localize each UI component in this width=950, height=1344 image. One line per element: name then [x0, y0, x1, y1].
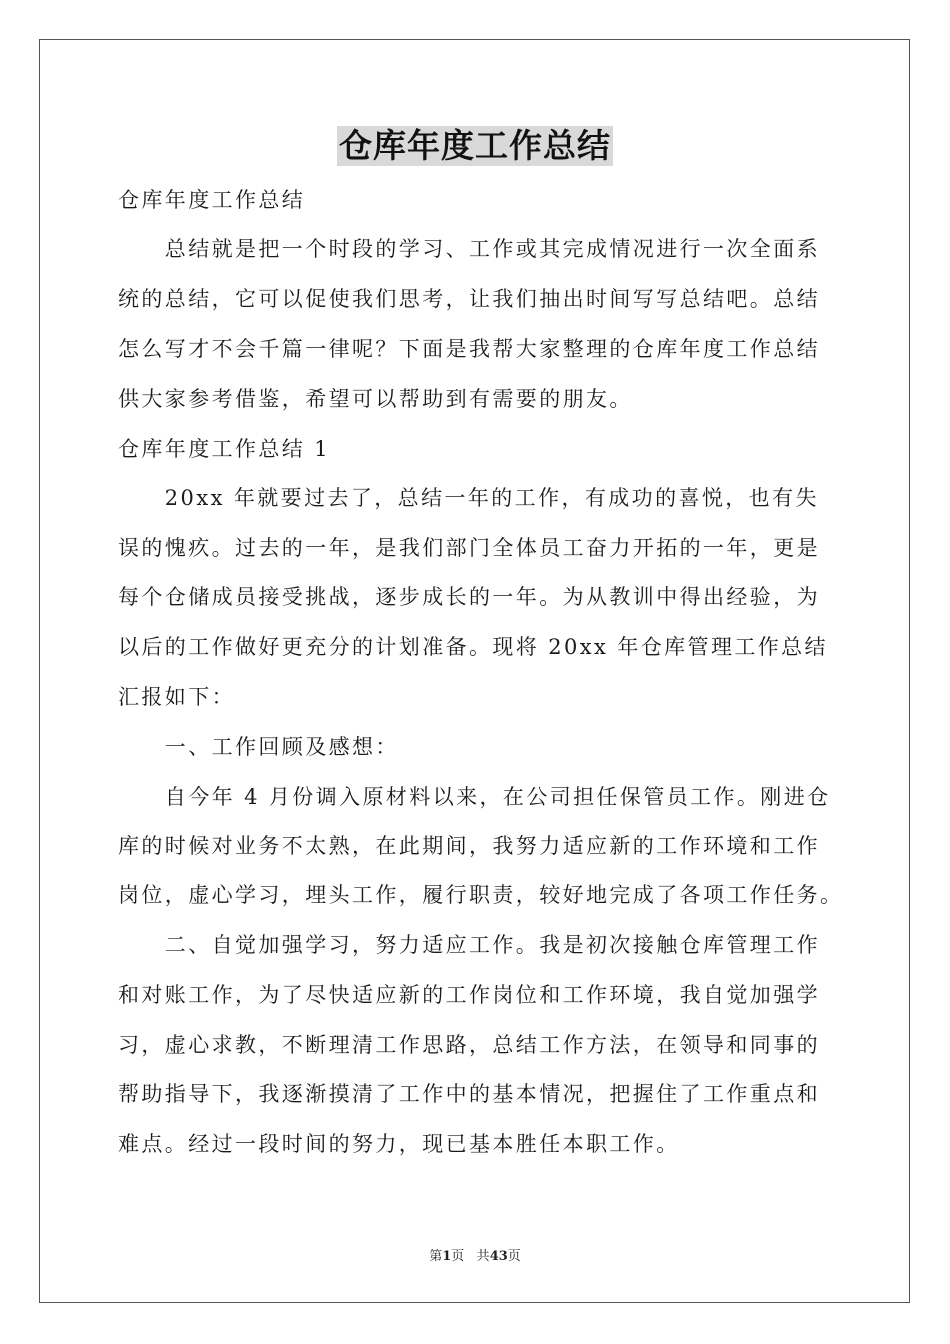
page-prefix: 第 — [429, 1249, 443, 1264]
text-line: 供大家参考借鉴，希望可以帮助到有需要的朋友。 — [118, 387, 633, 411]
page-suffix: 页 — [451, 1249, 465, 1264]
text-line: 和对账工作，为了尽快适应新的工作岗位和工作环境，我自觉加强学 — [118, 983, 820, 1007]
text-line: 统的总结，它可以促使我们思考，让我们抽出时间写写总结吧。总结 — [118, 287, 820, 311]
text-line: 误的愧疚。过去的一年，是我们部门全体员工奋力开拓的一年，更是 — [118, 536, 820, 560]
text-line: 以后的工作做好更充分的计划准备。现将 20xx 年仓库管理工作总结 — [118, 635, 828, 659]
text-line: 难点。经过一段时间的努力，现已基本胜任本职工作。 — [118, 1132, 680, 1156]
text-line: 怎么写才不会千篇一律呢？下面是我帮大家整理的仓库年度工作总结 — [118, 337, 820, 361]
text-line: 总结就是把一个时段的学习、工作或其完成情况进行一次全面系 — [118, 237, 820, 261]
total-suffix: 页 — [507, 1249, 521, 1264]
text-line: 仓库年度工作总结 1 — [118, 437, 331, 461]
total-prefix: 共 — [476, 1249, 490, 1264]
page-number: 1 — [442, 1249, 452, 1264]
text-line: 岗位，虚心学习，埋头工作，履行职责，较好地完成了各项工作任务。 — [118, 883, 844, 907]
text-line: 20xx 年就要过去了，总结一年的工作，有成功的喜悦，也有失 — [118, 486, 819, 510]
text-line: 二、自觉加强学习，努力适应工作。我是初次接触仓库管理工作 — [118, 933, 820, 957]
text-line: 汇报如下： — [118, 685, 235, 709]
text-line: 每个仓储成员接受挑战，逐步成长的一年。为从教训中得出经验，为 — [118, 585, 820, 609]
text-line: 习，虚心求教，不断理清工作思路，总结工作方法，在领导和同事的 — [118, 1033, 820, 1057]
document-title: 仓库年度工作总结 — [339, 126, 611, 165]
page-border — [39, 39, 910, 1303]
text-line: 仓库年度工作总结 — [118, 188, 306, 212]
text-line: 库的时候对业务不太熟，在此期间，我努力适应新的工作环境和工作 — [118, 834, 820, 858]
total-pages: 43 — [489, 1249, 508, 1264]
page-footer — [0, 1245, 950, 1264]
text-line: 一、工作回顾及感想： — [118, 735, 399, 759]
title-container — [0, 126, 950, 166]
text-line: 自今年 4 月份调入原材料以来，在公司担任保管员工作。刚进仓 — [118, 785, 831, 809]
text-line: 帮助指导下，我逐渐摸清了工作中的基本情况，把握住了工作重点和 — [118, 1082, 820, 1106]
